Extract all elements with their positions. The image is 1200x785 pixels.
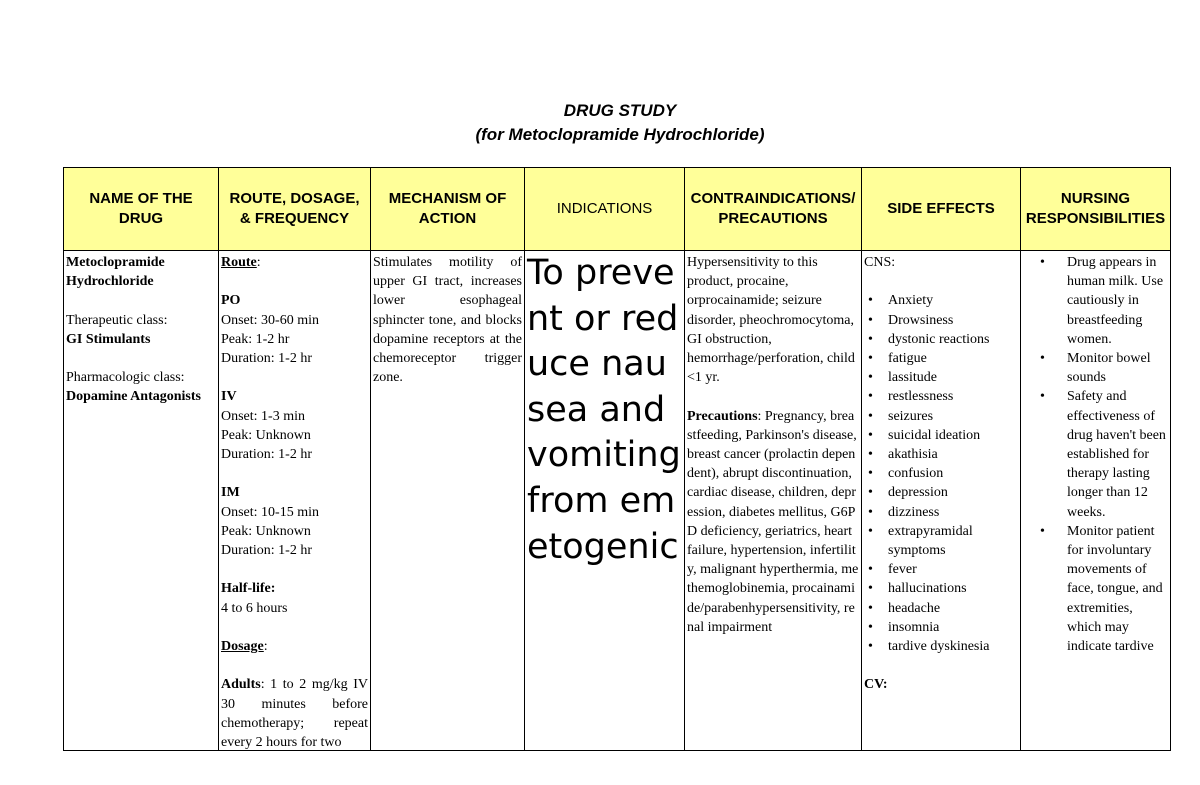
list-item: • Drowsiness [888, 311, 1018, 330]
list-item: • hallucinations [888, 579, 1018, 598]
list-item: • fatigue [888, 349, 1018, 368]
im-onset: Onset: 10-15 min [221, 504, 319, 520]
list-item: • extrapyramidal symptoms [888, 522, 1018, 560]
page-subtitle: (for Metoclopramide Hydrochloride) [475, 125, 765, 144]
cns-side-effects-list [864, 291, 1018, 656]
header-side-effects: SIDE EFFECTS [862, 168, 1021, 250]
route-label: Route [221, 255, 257, 270]
iv-peak: Peak: Unknown [221, 427, 311, 443]
page-title: DRUG STUDY [563, 101, 677, 120]
pharmacologic-class: Dopamine Antagonists [66, 389, 201, 405]
list-item: • depression [888, 483, 1018, 502]
therapeutic-class-label: Therapeutic class: [66, 312, 168, 328]
header-mechanism: MECHANISM OF ACTION [371, 168, 525, 250]
header-contraindications: CONTRAINDICATIONS/ PRECAUTIONS [685, 168, 862, 250]
list-item: • akathisia [888, 445, 1018, 464]
im-peak: Peak: Unknown [221, 523, 311, 539]
cv-label: CV: [864, 677, 888, 693]
pharmacologic-class-label: Pharmacologic class: [66, 370, 185, 386]
list-item: • restlessness [888, 387, 1018, 406]
header-drug-name: NAME OF THE DRUG [64, 168, 219, 250]
cell-mechanism: Stimulates motility of upper GI tract, increases lower esophageal sphincter tone, and blocks dopamine receptors at the chemoreceptor trigger zone. [371, 251, 525, 750]
precautions-label: Precautions [687, 408, 758, 424]
iv-duration: Duration: 1-2 hr [221, 447, 312, 462]
list-item: • insomnia [888, 618, 1018, 637]
im-duration: Duration: 1-2 hr [221, 543, 312, 558]
po-peak: Peak: 1-2 hr [221, 331, 290, 347]
list-item: • suicidal ideation [888, 426, 1018, 445]
cell-drug-name [64, 251, 219, 750]
route-im: IM [221, 485, 240, 501]
iv-onset: Onset: 1-3 min [221, 408, 305, 424]
precautions-text: : Pregnancy, breastfeeding, Parkinson's disease, breast cancer (prolactin dependent), abrupt discontinuation, cardiac disease, children, depression, diabetes mellitus, G6PD deficiency, geriatrics, heart failure, hypertension, infertility, malignant hyperthermia, methemoglobinemia, procainamide/parabenhypersensitivity, renal impairment [687, 408, 859, 635]
cell-nursing [1021, 251, 1171, 750]
half-life-value: 4 to 6 hours [221, 600, 288, 616]
adults-dosage: : 1 to 2 mg/kg IV 30 minutes before chemotherapy; repeat every 2 hours for two [221, 677, 368, 750]
list-item: • Safety and effectiveness of drug haven't been established for therapy lasting longer than 12 weeks. [1067, 387, 1168, 521]
header-route-dosage: ROUTE, DOSAGE, & FREQUENCY [219, 168, 371, 250]
drug-name: Metoclopramide Hydrochloride [66, 255, 165, 290]
header-indications: INDICATIONS [525, 168, 685, 250]
half-life-label: Half-life: [221, 581, 276, 597]
list-item: • headache [888, 599, 1018, 618]
route-iv: IV [221, 389, 237, 405]
dosage-label: Dosage [221, 638, 264, 654]
list-item: • fever [888, 560, 1018, 579]
nursing-list [1023, 253, 1168, 656]
cell-route-dosage: Route: PO Onset: 30-60 min Peak: 1-2 hr Duration: 1-2 hr IV Onset: 1-3 min Peak: Unknown Duration: 1-2 hr IM Onset: 10-15 min Peak: Unknown Duration: 1-2 hr Half-life: 4 to 6 hours Dosage: Adults: 1 to 2 mg/kg IV 30 minutes before chemotherapy; repeat every 2 hours for two [219, 251, 371, 750]
route-po: PO [221, 293, 241, 309]
list-item: • seizures [888, 407, 1018, 426]
list-item: • tardive dyskinesia [888, 637, 1018, 656]
list-item: • Drug appears in human milk. Use cautiously in breastfeeding women. [1067, 253, 1168, 349]
list-item: • dystonic reactions [888, 330, 1018, 349]
cns-label: CNS: [864, 255, 896, 270]
adults-label: Adults [221, 677, 261, 693]
cell-indications: To prevent or reduce nausea and vomiting from emetogenic [525, 251, 685, 750]
list-item: • Monitor patient for involuntary movements of face, tongue, and extremities, which may indicate tardive [1067, 522, 1168, 656]
cell-side-effects [862, 251, 1021, 750]
list-item: • lassitude [888, 368, 1018, 387]
cell-contraindications [685, 251, 862, 750]
list-item: • dizziness [888, 503, 1018, 522]
po-onset: Onset: 30-60 min [221, 312, 319, 328]
list-item: • confusion [888, 464, 1018, 483]
contraindications-text: Hypersensitivity to this product, procaine, orprocainamide; seizure disorder, pheochromocytoma, GI obstruction, hemorrhage/perforation, child <1 yr. [687, 255, 855, 386]
list-item: • Anxiety [888, 291, 1018, 310]
po-duration: Duration: 1-2 hr [221, 351, 312, 366]
header-nursing: NURSING RESPONSIBILITIES [1021, 168, 1171, 250]
therapeutic-class: GI Stimulants [66, 331, 151, 347]
table-border-bottom [64, 750, 1171, 751]
list-item: • Monitor bowel sounds [1067, 349, 1168, 387]
